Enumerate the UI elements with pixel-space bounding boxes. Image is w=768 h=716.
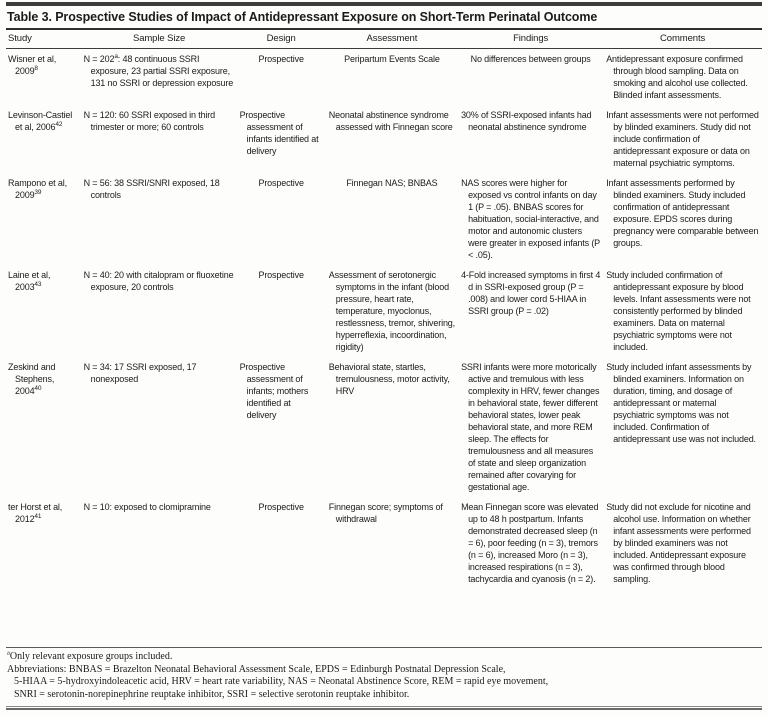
findings-cell: NAS scores were higher for exposed vs control infants on day 1 (P = .05). BNBAS scores for habituation, social-interactive, and motor and autonomic clusters were greater in exposed infants (P < .05). xyxy=(461,178,600,260)
sample-size-cell: N = 10: exposed to clomipramine xyxy=(83,502,211,512)
comments-cell: Study did not exclude for nicotine and alcohol use. Information on whether infant assessments were performed by blinded examiners was not included. Antidepressant exposure was confirmed through blood sampling. xyxy=(606,502,751,584)
study-citation: Zeskind and Stephens, 2004 xyxy=(8,362,56,396)
comments-cell: Study included confirmation of antidepressant exposure by blood levels. Infant assessments were not consistently performed by blinded examiners. Data on maternal psychiatric symptoms were not included. xyxy=(606,270,751,352)
sample-size-cell: N = 40: 20 with citalopram or fluoxetine exposure, 20 controls xyxy=(83,270,234,292)
assessment-cell: Finnegan score; symptoms of withdrawal xyxy=(328,502,443,524)
table-title: Table 3. Prospective Studies of Impact of Antidepressant Exposure on Short-Term Perinatal Outcome xyxy=(7,10,598,24)
sample-size-cell: N = 34: 17 SSRI exposed, 17 nonexposed xyxy=(83,362,197,384)
reference-superscript: 39 xyxy=(34,189,42,196)
design-cell: Prospective xyxy=(258,54,304,64)
assessment-cell: Peripartum Events Scale xyxy=(344,54,440,64)
table-row xyxy=(6,357,762,497)
table-row xyxy=(6,49,762,106)
assessment-cell: Finnegan NAS; BNBAS xyxy=(346,178,438,188)
column-header-assessment: Assessment xyxy=(326,30,458,49)
findings-cell: SSRI infants were more motorically active and tremulous with less complexity in HRV, fewer changes in behavioral state, fewer different behavioral states, lower peak behavioral state, and more REM sleep. The effects for tremulousness and all measures of state and sleep organization remained after covarying for gestational age. xyxy=(461,362,600,492)
footnote-superscript: a xyxy=(114,53,118,60)
bottom-rule-upper xyxy=(6,706,762,707)
design-cell: Prospective assessment of infants; mothers identified at delivery xyxy=(239,362,309,420)
reference-superscript: 43 xyxy=(34,281,42,288)
study-citation: Wisner et al, 2009 xyxy=(8,54,57,76)
findings-cell: 30% of SSRI-exposed infants had neonatal abstinence syndrome xyxy=(461,110,592,132)
footnote-a: $^a$Only relevant exposure groups included. xyxy=(7,649,173,662)
study-citation: Rampono et al, 2009 xyxy=(8,178,67,200)
header-row xyxy=(6,30,762,49)
sample-size-cell: N = 56: 38 SSRI/SNRI exposed, 18 controls xyxy=(83,178,220,200)
comments-cell: Study included infant assessments by blinded examiners. Information on duration, timing, and dosage of antidepressant or maternal psychiatric symptoms was not included. Confirmation of antidepressant use was not included. xyxy=(606,362,756,444)
study-cell xyxy=(6,357,82,497)
assessment-cell: Assessment of serotonergic symptoms in the infant (blood pressure, heart rate, temperature, myoclonus, restlessness, tremor, shivering, hyperreflexia, incoordination, rigidity) xyxy=(328,270,456,352)
sample-size-cell: $N = 202^a$: 48 continuous SSRI exposure, 23 partial SSRI exposure, 131 no SSRI or depression exposure xyxy=(83,53,234,88)
assessment-cell: Behavioral state, startles, tremulousness, motor activity, HRV xyxy=(328,362,450,396)
study-cell xyxy=(6,173,82,265)
study-cell xyxy=(6,497,82,589)
column-header-sample-size: Sample Size xyxy=(82,30,237,49)
study-cell xyxy=(6,49,82,106)
findings-cell: 4-Fold increased symptoms in first 4 d in SSRI-exposed group (P = .008) and lower cord 5-HIAA in SSRI group (P = .02) xyxy=(461,270,601,316)
table-row xyxy=(6,497,762,589)
reference-superscript: 8 xyxy=(34,65,38,72)
design-cell: Prospective xyxy=(258,502,304,512)
findings-cell: Mean Finnegan score was elevated up to 48 h postpartum. Infants demonstrated decreased sleep (n = 6), poor feeding (n = 3), tremors (n = 6), increased Moro (n = 3), increased respirations (n = 3), tachycardia and cyanosis (n = 2). xyxy=(461,502,599,584)
table-row xyxy=(6,265,762,357)
bottom-rule-lower xyxy=(6,708,762,710)
sample-size-cell: N = 120: 60 SSRI exposed in third trimester or more; 60 controls xyxy=(83,110,215,132)
abbreviations-line-1: Abbreviations: BNBAS = Brazelton Neonatal Behavioral Assessment Scale, EPDS = Edinburgh Postnatal Depression Scale, xyxy=(7,663,506,675)
assessment-cell: Neonatal abstinence syndrome assessed with Finnegan score xyxy=(328,110,453,132)
study-citation: ter Horst et al, 2012 xyxy=(8,502,63,524)
studies-table xyxy=(6,30,762,589)
footnote-a-superscript: a xyxy=(7,649,10,657)
comments-cell: Antidepressant exposure confirmed through blood sampling. Data on smoking and alcohol use collected. Blinded infant assessments. xyxy=(606,54,748,100)
column-header-comments: Comments xyxy=(603,30,762,49)
study-cell xyxy=(6,105,82,173)
abbreviations-line-2: 5-HIAA = 5-hydroxyindoleacetic acid, HRV = heart rate variability, NAS = Neonatal Abstinence Score, REM = rapid eye movement, xyxy=(14,676,549,687)
design-cell: Prospective assessment of infants identified at delivery xyxy=(239,110,319,156)
study-citation: Laine et al, 2003 xyxy=(8,270,51,292)
table-row xyxy=(6,105,762,173)
design-cell: Prospective xyxy=(258,270,304,280)
column-header-study: Study xyxy=(6,30,82,49)
design-cell: Prospective xyxy=(258,178,304,188)
abbreviations-line-3: SNRI = serotonin-norepinephrine reuptake inhibitor, SSRI = selective serotonin reuptake inhibitor. xyxy=(14,688,410,700)
comments-cell: Infant assessments performed by blinded examiners. Study included confirmation of antidepressant exposure. EPDS scores during pregnancy were comparable between groups. xyxy=(606,178,759,248)
column-header-design: Design xyxy=(237,30,326,49)
table-row xyxy=(6,173,762,265)
reference-superscript: 40 xyxy=(34,385,42,392)
study-citation: Levinson-Castiel et al, 2006 xyxy=(8,110,73,132)
study-cell xyxy=(6,265,82,357)
findings-cell: No differences between groups xyxy=(470,54,591,64)
reference-superscript: 41 xyxy=(34,513,42,520)
footnotes-section xyxy=(6,647,762,706)
reference-superscript: 42 xyxy=(55,121,63,128)
column-header-findings: Findings xyxy=(458,30,603,49)
comments-cell: Infant assessments were not performed by blinded examiners. Study did not include confirmation of antidepressant exposure or data on maternal psychiatric symptoms. xyxy=(606,110,759,168)
